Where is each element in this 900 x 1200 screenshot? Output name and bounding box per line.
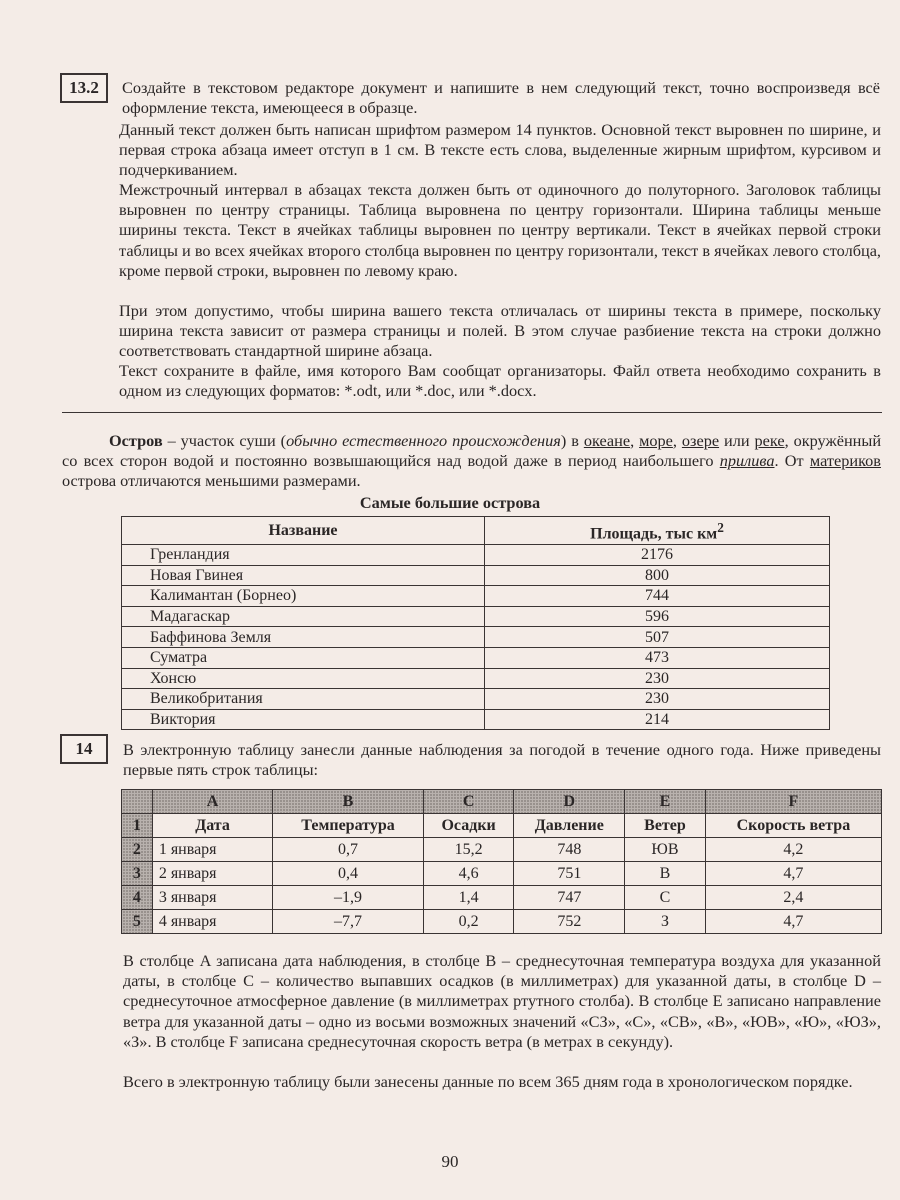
sheet-header-cell[interactable]: Ветер [625, 814, 706, 838]
island-area: 473 [485, 647, 830, 668]
island-area: 596 [485, 606, 830, 627]
table-row [122, 668, 830, 689]
table-row [122, 586, 830, 607]
table-row [122, 545, 830, 566]
island-name: Великобритания [122, 689, 485, 710]
island-name: Виктория [122, 709, 485, 730]
sheet-cell[interactable]: 4 января [152, 910, 272, 934]
column-header[interactable]: D [514, 790, 625, 814]
text-run: . От [774, 451, 810, 471]
bold-term: Остров [109, 431, 163, 450]
table-row [122, 565, 830, 586]
island-area: 744 [485, 586, 830, 607]
table-row [122, 709, 830, 730]
sheet-cell[interactable]: 4,2 [705, 838, 881, 862]
sheet-cell[interactable]: 4,7 [705, 910, 881, 934]
sheet-header-cell[interactable]: Давление [514, 814, 625, 838]
table-row [122, 689, 830, 710]
island-name: Калимантан (Борнео) [122, 586, 485, 607]
row-header[interactable]: 2 [122, 838, 153, 862]
sheet-cell[interactable]: В [625, 862, 706, 886]
sheet-cell[interactable]: –1,9 [273, 886, 424, 910]
sheet-cell[interactable]: 1,4 [423, 886, 514, 910]
column-header[interactable]: B [273, 790, 424, 814]
row-header[interactable]: 5 [122, 910, 153, 934]
row-header[interactable]: 3 [122, 862, 153, 886]
table-row [122, 647, 830, 668]
underlined-word-continents: материков [809, 451, 881, 471]
sheet-cell[interactable]: 0,7 [273, 838, 424, 862]
column-header-row [122, 790, 882, 814]
island-area: 800 [485, 565, 830, 586]
task-intro: Создайте в текстовом редакторе документ и напишите в нем следующий текст, точно воспроизведя всё оформление текста, имеющееся в образце. [122, 78, 880, 118]
sheet-cell[interactable]: 4,6 [423, 862, 514, 886]
sheet-cell[interactable]: 747 [514, 886, 625, 910]
island-area: 507 [485, 627, 830, 648]
column-header[interactable]: E [625, 790, 706, 814]
sheet-header-cell[interactable]: Дата [152, 814, 272, 838]
table-row [122, 627, 830, 648]
header-name: Название [122, 517, 485, 545]
sheet-cell[interactable]: С [625, 886, 706, 910]
sheet-cell[interactable]: З [625, 910, 706, 934]
sheet-cell[interactable]: 4,7 [705, 862, 881, 886]
sheet-cell[interactable]: 748 [514, 838, 625, 862]
sheet-cell[interactable]: 751 [514, 862, 625, 886]
task-requirement: Данный текст должен быть написан шрифтом размером 14 пунктов. Основной текст выровнен по ширине, и первая строка абзаца имеет отступ в 1 см. В тексте есть слова, выделенные жирным шрифтом, курсивом и подчеркиванием. [119, 120, 881, 180]
table-header-row [122, 517, 830, 545]
italic-underlined-word-tide: прилива [719, 451, 775, 471]
row-header[interactable]: 4 [122, 886, 153, 910]
task-number-badge: 13.2 [60, 73, 108, 103]
island-name: Баффинова Земля [122, 627, 485, 648]
table-row [122, 862, 882, 886]
table-row [122, 814, 882, 838]
underlined-word-ocean: океане [583, 431, 631, 450]
task-description: Всего в электронную таблицу были занесены данные по всем 365 дням года в хронологическом порядке. [123, 1072, 853, 1091]
section-divider [62, 412, 882, 413]
sheet-cell[interactable]: 0,2 [423, 910, 514, 934]
island-name: Суматра [122, 647, 485, 668]
table-row [122, 910, 882, 934]
table-row [122, 838, 882, 862]
italic-phrase: обычно естественного происхождения [286, 431, 561, 450]
sheet-cell[interactable]: 2 января [152, 862, 272, 886]
text-run: или [719, 431, 755, 450]
task-requirement: Текст сохраните в файле, имя которого Вам сообщат организаторы. Файл ответа необходимо сохранить в одном из следующих форматов: *.odt, или *.doc, или *.docx. [119, 361, 881, 401]
sheet-cell[interactable]: 3 января [152, 886, 272, 910]
sheet-cell[interactable]: ЮВ [625, 838, 706, 862]
task-number-badge: 14 [60, 734, 108, 764]
island-area: 214 [485, 709, 830, 730]
sheet-header-cell[interactable]: Осадки [423, 814, 514, 838]
header-area-label: Площадь, тыс км [590, 525, 718, 543]
row-header[interactable]: 1 [122, 814, 153, 838]
island-area: 2176 [485, 545, 830, 566]
island-name: Новая Гвинея [122, 565, 485, 586]
text-run: , [672, 431, 682, 450]
sheet-header-cell[interactable]: Температура [273, 814, 424, 838]
column-header[interactable]: A [152, 790, 272, 814]
island-name: Хонсю [122, 668, 485, 689]
island-name: Гренландия [122, 545, 485, 566]
page-number: 90 [441, 1152, 459, 1171]
islands-table [121, 516, 830, 730]
underlined-word-river: реке [754, 431, 785, 450]
sheet-cell[interactable]: 0,4 [273, 862, 424, 886]
sheet-cell[interactable]: –7,7 [273, 910, 424, 934]
islands-table-title: Самые большие острова [359, 493, 541, 512]
sheet-cell[interactable]: 752 [514, 910, 625, 934]
task-requirement: При этом допустимо, чтобы ширина вашего текста отличалась от ширины текста в примере, поскольку ширина текста зависит от размера страницы и полей. В этом случае разбиение текста на строки должно соответствовать стандартной ширине абзаца. [119, 301, 881, 361]
underlined-word-sea: море [639, 431, 673, 450]
island-area: 230 [485, 668, 830, 689]
spreadsheet-table [121, 789, 882, 934]
island-name: Мадагаскар [122, 606, 485, 627]
select-all-corner[interactable] [122, 790, 153, 814]
sheet-cell[interactable]: 1 января [152, 838, 272, 862]
island-area: 230 [485, 689, 830, 710]
underlined-word-lake: озере [681, 431, 720, 450]
sheet-cell[interactable]: 15,2 [423, 838, 514, 862]
text-run: острова отличаются меньшими размерами. [62, 471, 361, 491]
table-row [122, 606, 830, 627]
header-area [485, 517, 830, 545]
column-header[interactable]: C [423, 790, 514, 814]
sample-paragraph [62, 431, 881, 492]
superscript: 2 [717, 519, 724, 535]
sheet-cell[interactable]: 2,4 [705, 886, 881, 910]
text-run: , окружённый со всех сторон водой и постоянно возвышающийся над водой даже в период наибольшего [62, 431, 882, 471]
column-header[interactable]: F [705, 790, 881, 814]
task-description: В столбце A записана дата наблюдения, в столбце B – среднесуточная температура воздуха для указанной даты, в столбце C – количество выпавших осадков (в миллиметрах) для указанной даты, в столбце D – среднесуточное атмосферное давление (в миллиметрах ртутного столба). В столбце E записано направление ветра для указанной даты – одно из восьми возможных значений «СЗ», «С», «СВ», «В», «ЮВ», «Ю», «ЮЗ», «З». В столбце F записана среднесуточная скорость ветра (в метрах в секунду). [123, 951, 881, 1051]
table-row [122, 886, 882, 910]
task-requirement: Межстрочный интервал в абзацах текста должен быть от одиночного до полуторного. Заголовок таблицы выровнен по центру страницы. Таблица выровнена по центру горизонтали. Ширина таблицы меньше ширины текста. Текст в ячейках таблицы выровнен по центру вертикали. Текст в ячейках первой строки таблицы и во всех ячейках второго столбца выровнен по центру горизонтали, текст в ячейках левого столбца, кроме первой строки, выровнен по левому краю. [119, 180, 881, 280]
text-run: ) в [560, 431, 584, 450]
task-intro: В электронную таблицу занесли данные наблюдения за погодой в течение одного года. Ниже приведены первые пять строк таблицы: [123, 740, 881, 780]
text-run: , [630, 431, 640, 450]
sheet-header-cell[interactable]: Скорость ветра [705, 814, 881, 838]
text-run: – участок суши ( [162, 431, 287, 450]
